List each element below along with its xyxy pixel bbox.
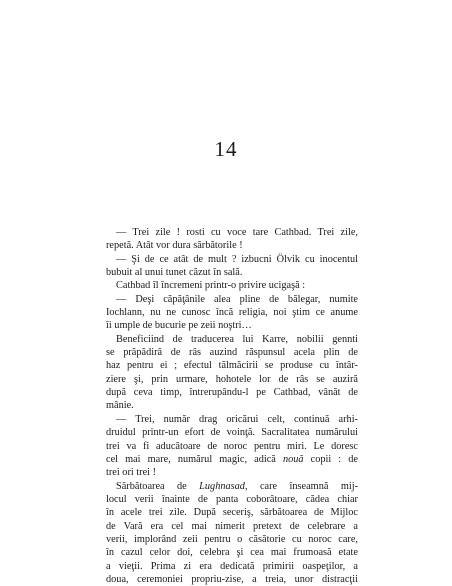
text-line — [106, 533, 358, 546]
text-line — [106, 413, 358, 426]
text-line-content: haz pentru ei ; efectul tălmăcirii se produse cu întâr- — [106, 360, 358, 372]
text-line-content: bubuit al unui tunet căzut în sală. — [106, 267, 243, 279]
text-line — [106, 293, 358, 306]
body-text — [106, 226, 358, 586]
text-line — [106, 440, 358, 453]
text-line-content: îi umple de bucurie pe zeii noştri… — [106, 320, 252, 332]
text-line-content: a vieţii. Prima zi era dedicată primirii oaspeţilor, a — [106, 560, 358, 572]
text-line-content: în cazul celor doi, celebra şi cea mai frumoasă etate — [106, 547, 358, 559]
text-line-content: locul verii înainte de panta coborâtoare, cădea chiar — [106, 493, 358, 505]
text-line-content: de Vară era cel mai nimerit pretext de celebrare a — [106, 520, 358, 532]
text-line — [106, 266, 358, 279]
text-line — [106, 306, 358, 319]
text-line — [106, 426, 358, 439]
text-line — [106, 573, 358, 586]
text-line — [106, 373, 358, 386]
text-line — [106, 480, 358, 493]
text-line — [106, 466, 358, 479]
text-line-content: trei ori trei ! — [106, 467, 157, 479]
text-line — [106, 359, 358, 372]
text-line-content: Sărbătoarea de — [116, 480, 200, 492]
text-line — [106, 386, 358, 399]
text-line-content: repetă. Atât vor dura sărbătorile ! — [106, 240, 243, 252]
text-line-content: — Deşi căpăţânile alea pline de bălegar, numite — [116, 293, 358, 305]
text-line — [106, 546, 358, 559]
text-line-content: în acele trei zile. După seceriş, sărbătoarea de Mijloc — [106, 507, 358, 519]
text-line — [106, 319, 358, 332]
text-line-continuation: copii : de — [303, 453, 358, 465]
text-line — [106, 506, 358, 519]
text-line — [106, 493, 358, 506]
text-line — [106, 346, 358, 359]
text-line — [106, 453, 358, 466]
text-line-content: Beneficiind de traducerea lui Karre, nobilii gennti — [116, 333, 358, 345]
text-line-content: — Trei, număr drag oricărui celt, continuă arhi- — [116, 413, 358, 425]
text-line-content: se prăpădiră de râs auzind răspunsul acela plin de — [106, 347, 358, 359]
chapter-number: 14 — [214, 137, 238, 161]
text-line-content: trei va fi aducătoare de noroc pentru miri. Le doresc — [106, 440, 358, 452]
text-line — [106, 560, 358, 573]
emphasis: nouă — [282, 453, 304, 465]
text-line-content: după ceva timp, întrerupându-l pe Cathbad, vânăt de — [106, 387, 358, 399]
text-line-content: Iochlann, nu ne cunosc încă religia, noi ştim ce anume — [106, 307, 358, 319]
text-line-content: — Trei zile ! rosti cu voce tare Cathbad. Trei zile, — [116, 227, 358, 238]
text-line — [106, 399, 358, 412]
text-line-content: cel mai mare, numărul magic, adică — [106, 453, 283, 465]
text-line-content: verii, implorând zeii pentru o căsătorie cu noroc care, — [106, 533, 358, 545]
text-line-content: — Şi de ce atât de mult ? izbucni Ölvik cu inocentul — [116, 253, 358, 265]
text-line — [106, 253, 358, 266]
text-line — [106, 226, 358, 239]
text-line-content: mânie. — [106, 400, 134, 412]
text-line — [106, 333, 358, 346]
text-line-content: Cathbad îl încremeni printr-o privire ucigaşă : — [116, 280, 306, 292]
text-line-continuation: , care înseamnă mij- — [244, 480, 358, 492]
text-line — [106, 279, 358, 292]
text-line — [106, 239, 358, 252]
text-line-content: ziere şi, prin urmare, hohotele lor de râs se auziră — [106, 373, 358, 385]
text-line-content: druidul printr-un efort de voinţă. Sacralitatea numărului — [106, 427, 358, 439]
emphasis: Lughnasad — [199, 480, 245, 492]
text-line — [106, 520, 358, 533]
text-line-content: doua, ceremoniei propriu-zise, a treia, unor distracţii — [106, 573, 358, 585]
